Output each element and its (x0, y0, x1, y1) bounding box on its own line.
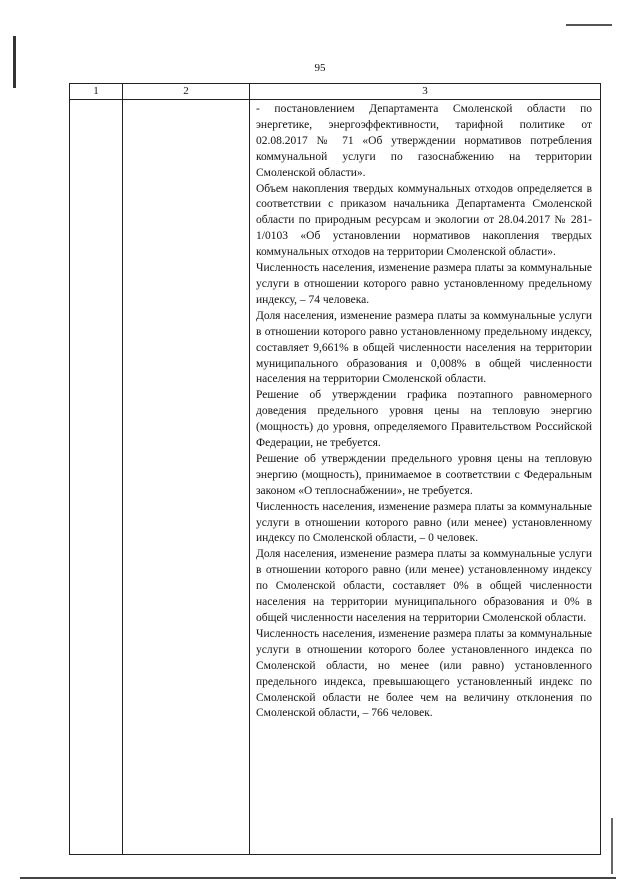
page-number: 95 (314, 62, 326, 74)
paragraph: Объем накопления твердых коммунальных отходов определяется в соответствии с приказом начальника Департамента Смоленской области по природным ресурсам и экологии от 28.04.2017 № 281-1/0103 «Об установлении нормативов накопления твердых коммунальных отходов на территории Смоленской области». (256, 182, 592, 259)
table-row (70, 100, 601, 855)
scan-artifact-line (611, 818, 613, 874)
paragraph: Численность населения, изменение размера платы за коммунальные услуги в отношении которого более установленного индекса по Смоленской области, но менее (или равно) установленного предельного индекса, превышающего установленный индекс по Смоленской области не более чем на величину отклонения по Смоленской области, – 766 человек. (256, 627, 592, 720)
paragraph: Численность населения, изменение размера платы за коммунальные услуги в отношении которого равно (или менее) установленному индексу по Смоленской области, – 0 человек. (256, 500, 592, 545)
paragraph: Доля населения, изменение размера платы за коммунальные услуги в отношении которого равно установленному предельному индексу, составляет 9,661% в общей численности населения на территории муниципального образования и 0,008% в общей численности населения на территории Смоленской области. (256, 309, 592, 386)
scan-artifact-line (20, 877, 616, 879)
table-cell-col-1 (70, 100, 123, 855)
table-cell-col-2 (123, 100, 250, 855)
paragraph: Доля населения, изменение размера платы за коммунальные услуги в отношении которого равно (или менее) установленному индексу по Смоленской области, составляет 0% в общей численности населения на территории муниципального образования и 0% в общей численности населения на территории Смоленской области. (256, 548, 592, 624)
table-cell-col-3 (250, 100, 601, 855)
column-header: 3 (250, 84, 601, 100)
document-table (69, 83, 601, 855)
column-header: 2 (123, 84, 250, 100)
paragraph: Решение об утверждении предельного уровня цены на тепловую энергию (мощность), принимаемое в соответствии с Федеральным законом «О теплоснабжении», не требуется. (256, 452, 592, 497)
cell-text-content (250, 100, 600, 722)
paragraph: Решение об утверждении графика поэтапного равномерного доведения предельного уровня цены на тепловую энергию (мощность) до уровня, определяемого Правительством Российской Федерации, не требуется. (256, 389, 592, 450)
scan-artifact-line (566, 24, 612, 26)
table-header-row (70, 84, 601, 100)
paragraph: Численность населения, изменение размера платы за коммунальные услуги в отношении которого равно установленному предельному индексу, – 74 человека. (256, 262, 592, 306)
paragraph: - постановлением Департамента Смоленской области по энергетике, энергоэффективности, тарифной политике от 02.08.2017 № 71 «Об утверждении нормативов потребления коммунальной услуги по газоснабжению на территории Смоленской области». (256, 103, 592, 179)
column-header: 1 (70, 84, 123, 100)
